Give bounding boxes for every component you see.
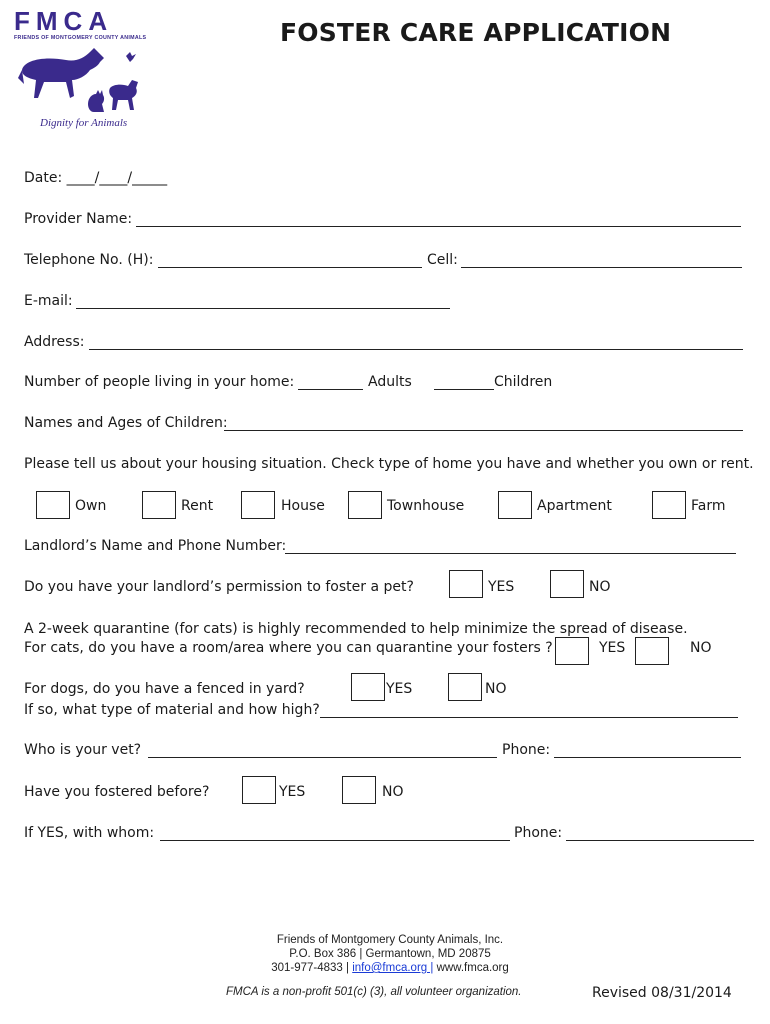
quarantine-yes-checkbox[interactable] [555,637,589,665]
children-names-label: Names and Ages of Children: [24,415,228,431]
quarantine-no-checkbox[interactable] [635,637,669,665]
farm-checkbox[interactable] [652,491,686,519]
fence-material-input[interactable] [320,717,738,718]
fence-no-checkbox[interactable] [448,673,482,701]
fostered-no-label: NO [382,784,404,800]
landlord-label: Landlord’s Name and Phone Number: [24,538,287,554]
footer-org: Friends of Montgomery County Animals, Inc. [276,934,504,946]
rent-label: Rent [181,498,214,514]
townhouse-checkbox[interactable] [348,491,382,519]
fostered-yes-label: YES [279,784,306,800]
landlord-input[interactable] [285,553,736,554]
cell-label: Cell: [427,252,458,268]
people-count-label: Number of people living in your home: [24,374,295,390]
footer-phone: 301-977-4833 | [271,962,350,974]
footer-nonprofit: FMCA is a non-profit 501(c) (3), all volunteer organization. [226,986,522,998]
adults-input[interactable] [298,389,363,390]
vet-phone-label: Phone: [502,742,551,758]
quarantine-question: For cats, do you have a room/area where you can quarantine your fosters ? [24,640,553,656]
footer-contact [235,962,545,974]
landlord-permission-no-label: NO [589,579,611,595]
logo-tagline: Dignity for Animals [40,117,128,129]
whom-phone-label: Phone: [514,825,563,841]
dogs-fence-label: For dogs, do you have a fenced in yard? [24,681,305,697]
telephone-label: Telephone No. (H): [24,252,154,268]
email-input[interactable] [76,308,450,309]
if-yes-whom-label: If YES, with whom: [24,825,155,841]
landlord-permission-yes-checkbox[interactable] [449,570,483,598]
apartment-checkbox[interactable] [498,491,532,519]
landlord-permission-no-checkbox[interactable] [550,570,584,598]
whom-phone-input[interactable] [566,840,754,841]
fence-yes-label: YES [386,681,413,697]
fence-yes-checkbox[interactable] [351,673,385,701]
telephone-input[interactable] [158,267,422,268]
provider-name-input[interactable] [136,226,741,227]
fence-no-label: NO [485,681,507,697]
townhouse-label: Townhouse [387,498,465,514]
animals-silhouette-icon [14,48,144,116]
vet-phone-input[interactable] [554,757,741,758]
page-title: FOSTER CARE APPLICATION [280,18,672,47]
house-label: House [281,498,325,514]
logo-subtitle: FRIENDS OF MONTGOMERY COUNTY ANIMALS [14,35,147,41]
vet-label: Who is your vet? [24,742,142,758]
quarantine-note: A 2-week quarantine (for cats) is highly recommended to help minimize the spread of disease. [24,621,688,637]
rent-checkbox[interactable] [142,491,176,519]
children-input[interactable] [434,389,494,390]
house-checkbox[interactable] [241,491,275,519]
fostered-before-label: Have you fostered before? [24,784,210,800]
fostered-yes-checkbox[interactable] [242,776,276,804]
farm-label: Farm [691,498,726,514]
footer-website[interactable]: www.fmca.org [436,962,509,974]
quarantine-no-label: NO [690,640,712,656]
own-checkbox[interactable] [36,491,70,519]
if-yes-whom-input[interactable] [160,840,510,841]
landlord-permission-yes-label: YES [488,579,515,595]
footer-address: P.O. Box 386 | Germantown, MD 20875 [289,948,491,960]
fence-material-label: If so, what type of material and how high? [24,702,320,718]
children-label: Children [494,374,553,390]
email-label: E-mail: [24,293,73,309]
provider-name-label: Provider Name: [24,211,133,227]
cell-input[interactable] [461,267,742,268]
logo-wordmark: FMCA [14,6,114,36]
address-label: Address: [24,334,85,350]
revised-date: Revised 08/31/2014 [592,985,732,1001]
fostered-no-checkbox[interactable] [342,776,376,804]
footer-email-link[interactable]: info@fmca.org | [352,962,434,974]
address-input[interactable] [89,349,743,350]
housing-prompt: Please tell us about your housing situation. Check type of home you have and whether you own or rent. [24,456,754,472]
quarantine-yes-label: YES [599,640,626,656]
apartment-label: Apartment [537,498,612,514]
vet-input[interactable] [148,757,497,758]
adults-label: Adults [368,374,412,390]
children-names-input[interactable] [224,430,743,431]
own-label: Own [75,498,107,514]
date-field[interactable]: Date: ____/____/_____ [24,170,168,186]
landlord-permission-label: Do you have your landlord’s permission to foster a pet? [24,579,414,595]
